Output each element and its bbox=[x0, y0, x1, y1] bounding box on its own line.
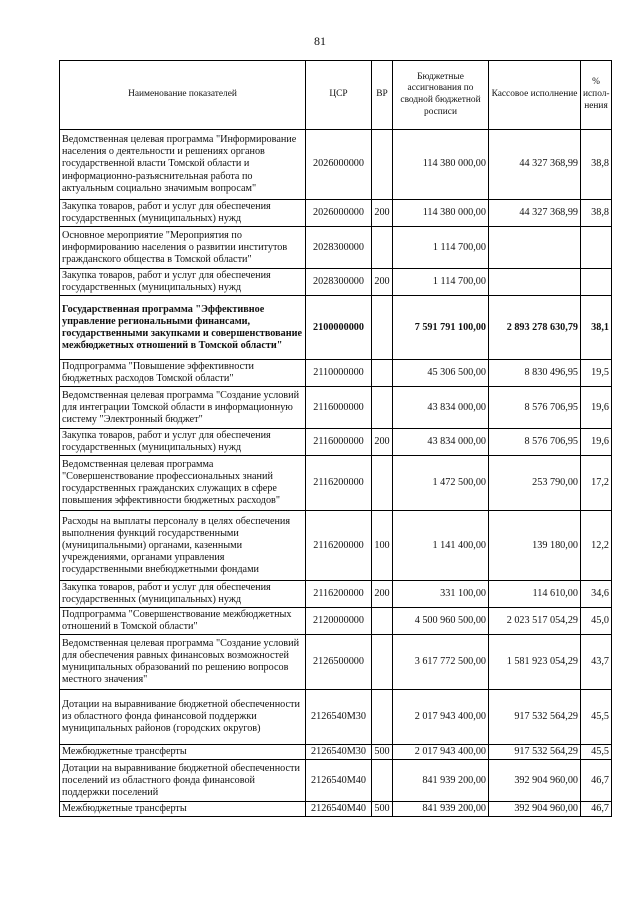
row-pct bbox=[581, 269, 612, 296]
row-assigned: 43 834 000,00 bbox=[393, 387, 489, 429]
row-name: Ведомственная целевая программа "Создание условий для обеспечения равных финансовых возможностей муниципальных образований по решению вопросов местного значения" bbox=[60, 635, 306, 690]
row-name: Подпрограмма "Совершенствование межбюджетных отношений в Томской области" bbox=[60, 608, 306, 635]
row-vr bbox=[372, 227, 393, 269]
table-row bbox=[60, 227, 612, 269]
row-cash: 392 904 960,00 bbox=[489, 802, 581, 817]
row-name: Ведомственная целевая программа "Создание условий для интеграции Томской области в информационную систему "Электронный бюджет" bbox=[60, 387, 306, 429]
row-assigned: 7 591 791 100,00 bbox=[393, 296, 489, 360]
row-pct: 43,7 bbox=[581, 635, 612, 690]
row-vr bbox=[372, 387, 393, 429]
row-csr: 2126540М30 bbox=[306, 745, 372, 760]
row-cash: 44 327 368,99 bbox=[489, 130, 581, 200]
table-row bbox=[60, 387, 612, 429]
row-assigned: 1 141 400,00 bbox=[393, 511, 489, 581]
row-assigned: 3 617 772 500,00 bbox=[393, 635, 489, 690]
row-cash: 8 576 706,95 bbox=[489, 429, 581, 456]
row-cash: 2 893 278 630,79 bbox=[489, 296, 581, 360]
row-cash: 1 581 923 054,29 bbox=[489, 635, 581, 690]
row-csr: 2028300000 bbox=[306, 227, 372, 269]
row-pct bbox=[581, 227, 612, 269]
row-name: Ведомственная целевая программа "Информирование населения о деятельности и решениях органов государственной власти Томской области и информационно-разъяснительная работа по актуальным социально значимым вопросам" bbox=[60, 130, 306, 200]
row-csr: 2028300000 bbox=[306, 269, 372, 296]
row-pct: 17,2 bbox=[581, 456, 612, 511]
row-csr: 2026000000 bbox=[306, 200, 372, 227]
row-vr bbox=[372, 130, 393, 200]
row-assigned: 114 380 000,00 bbox=[393, 200, 489, 227]
row-vr: 500 bbox=[372, 802, 393, 817]
row-assigned: 1 114 700,00 bbox=[393, 269, 489, 296]
row-csr: 2116200000 bbox=[306, 456, 372, 511]
row-pct: 38,8 bbox=[581, 200, 612, 227]
row-pct: 38,8 bbox=[581, 130, 612, 200]
header-pct: % испол-нения bbox=[581, 61, 612, 130]
row-cash: 917 532 564,29 bbox=[489, 745, 581, 760]
row-cash: 44 327 368,99 bbox=[489, 200, 581, 227]
row-name: Подпрограмма "Повышение эффективности бюджетных расходов Томской области" bbox=[60, 360, 306, 387]
table-row bbox=[60, 511, 612, 581]
header-cash: Кассовое исполнение bbox=[489, 61, 581, 130]
table-row bbox=[60, 802, 612, 817]
header-vr: ВР bbox=[372, 61, 393, 130]
row-pct: 45,5 bbox=[581, 690, 612, 745]
row-vr bbox=[372, 456, 393, 511]
table-row bbox=[60, 760, 612, 802]
row-pct: 34,6 bbox=[581, 581, 612, 608]
row-vr bbox=[372, 760, 393, 802]
row-assigned: 1 472 500,00 bbox=[393, 456, 489, 511]
row-assigned: 841 939 200,00 bbox=[393, 802, 489, 817]
row-assigned: 43 834 000,00 bbox=[393, 429, 489, 456]
table-row bbox=[60, 581, 612, 608]
page-number: 81 bbox=[314, 34, 326, 48]
row-vr: 500 bbox=[372, 745, 393, 760]
row-assigned: 2 017 943 400,00 bbox=[393, 745, 489, 760]
header-name: Наименование показателей bbox=[60, 61, 306, 130]
table-row bbox=[60, 200, 612, 227]
row-pct: 46,7 bbox=[581, 760, 612, 802]
row-csr: 2116000000 bbox=[306, 387, 372, 429]
row-pct: 19,5 bbox=[581, 360, 612, 387]
row-name: Закупка товаров, работ и услуг для обеспечения государственных (муниципальных) нужд bbox=[60, 200, 306, 227]
row-pct: 19,6 bbox=[581, 429, 612, 456]
table-row bbox=[60, 269, 612, 296]
row-name: Межбюджетные трансферты bbox=[60, 802, 306, 817]
row-pct: 38,1 bbox=[581, 296, 612, 360]
row-assigned: 2 017 943 400,00 bbox=[393, 690, 489, 745]
row-pct: 45,0 bbox=[581, 608, 612, 635]
row-assigned: 841 939 200,00 bbox=[393, 760, 489, 802]
row-vr: 200 bbox=[372, 200, 393, 227]
row-csr: 2126500000 bbox=[306, 635, 372, 690]
row-vr: 200 bbox=[372, 581, 393, 608]
row-name: Государственная программа "Эффективное управление региональными финансами, государственными закупками и совершенствование межбюджетных отношений в Томской области" bbox=[60, 296, 306, 360]
row-csr: 2026000000 bbox=[306, 130, 372, 200]
row-vr bbox=[372, 608, 393, 635]
row-csr: 2116200000 bbox=[306, 581, 372, 608]
row-cash: 8 830 496,95 bbox=[489, 360, 581, 387]
row-cash bbox=[489, 269, 581, 296]
table-row bbox=[60, 130, 612, 200]
row-assigned: 45 306 500,00 bbox=[393, 360, 489, 387]
row-vr bbox=[372, 360, 393, 387]
row-pct: 19,6 bbox=[581, 387, 612, 429]
row-assigned: 4 500 960 500,00 bbox=[393, 608, 489, 635]
row-pct: 46,7 bbox=[581, 802, 612, 817]
row-cash bbox=[489, 227, 581, 269]
row-cash: 8 576 706,95 bbox=[489, 387, 581, 429]
row-cash: 392 904 960,00 bbox=[489, 760, 581, 802]
row-vr bbox=[372, 635, 393, 690]
row-name: Основное мероприятие "Мероприятия по информированию населения о развитии институтов гражданского общества в Томской области" bbox=[60, 227, 306, 269]
row-cash: 139 180,00 bbox=[489, 511, 581, 581]
table-row bbox=[60, 690, 612, 745]
row-assigned: 114 380 000,00 bbox=[393, 130, 489, 200]
row-csr: 2120000000 bbox=[306, 608, 372, 635]
row-vr: 200 bbox=[372, 269, 393, 296]
row-vr bbox=[372, 690, 393, 745]
row-cash: 2 023 517 054,29 bbox=[489, 608, 581, 635]
row-vr: 200 bbox=[372, 429, 393, 456]
row-cash: 114 610,00 bbox=[489, 581, 581, 608]
row-name: Дотации на выравнивание бюджетной обеспеченности поселений из областного фонда финансовой поддержки поселений bbox=[60, 760, 306, 802]
row-pct: 12,2 bbox=[581, 511, 612, 581]
table-row bbox=[60, 456, 612, 511]
table-row bbox=[60, 360, 612, 387]
row-vr bbox=[372, 296, 393, 360]
row-name: Межбюджетные трансферты bbox=[60, 745, 306, 760]
row-csr: 2116000000 bbox=[306, 429, 372, 456]
row-csr: 2100000000 bbox=[306, 296, 372, 360]
row-name: Расходы на выплаты персоналу в целях обеспечения выполнения функций государственными (муниципальными) органами, казенными учреждениями, органами управления государственными внебюджетными фондами bbox=[60, 511, 306, 581]
row-vr: 100 bbox=[372, 511, 393, 581]
table-row bbox=[60, 608, 612, 635]
row-cash: 253 790,00 bbox=[489, 456, 581, 511]
row-assigned: 331 100,00 bbox=[393, 581, 489, 608]
table-row bbox=[60, 296, 612, 360]
row-name: Закупка товаров, работ и услуг для обеспечения государственных (муниципальных) нужд bbox=[60, 581, 306, 608]
row-csr: 2126540М40 bbox=[306, 760, 372, 802]
header-csr: ЦСР bbox=[306, 61, 372, 130]
row-name: Ведомственная целевая программа "Совершенствование профессиональных знаний государственных гражданских служащих в сфере повышения эффективности бюджетных расходов" bbox=[60, 456, 306, 511]
row-cash: 917 532 564,29 bbox=[489, 690, 581, 745]
row-assigned: 1 114 700,00 bbox=[393, 227, 489, 269]
budget-execution-table bbox=[59, 60, 612, 817]
row-name: Закупка товаров, работ и услуг для обеспечения государственных (муниципальных) нужд bbox=[60, 269, 306, 296]
row-csr: 2110000000 bbox=[306, 360, 372, 387]
row-csr: 2126540М30 bbox=[306, 690, 372, 745]
table-row bbox=[60, 745, 612, 760]
row-csr: 2116200000 bbox=[306, 511, 372, 581]
table-row bbox=[60, 635, 612, 690]
table-header-row bbox=[60, 61, 612, 130]
row-csr: 2126540М40 bbox=[306, 802, 372, 817]
row-pct: 45,5 bbox=[581, 745, 612, 760]
row-name: Дотации на выравнивание бюджетной обеспеченности из областного фонда финансовой поддержки муниципальных районов (городских округов) bbox=[60, 690, 306, 745]
header-assigned: Бюджетные ассигнования по сводной бюджетной росписи bbox=[393, 61, 489, 130]
row-name: Закупка товаров, работ и услуг для обеспечения государственных (муниципальных) нужд bbox=[60, 429, 306, 456]
table-row bbox=[60, 429, 612, 456]
